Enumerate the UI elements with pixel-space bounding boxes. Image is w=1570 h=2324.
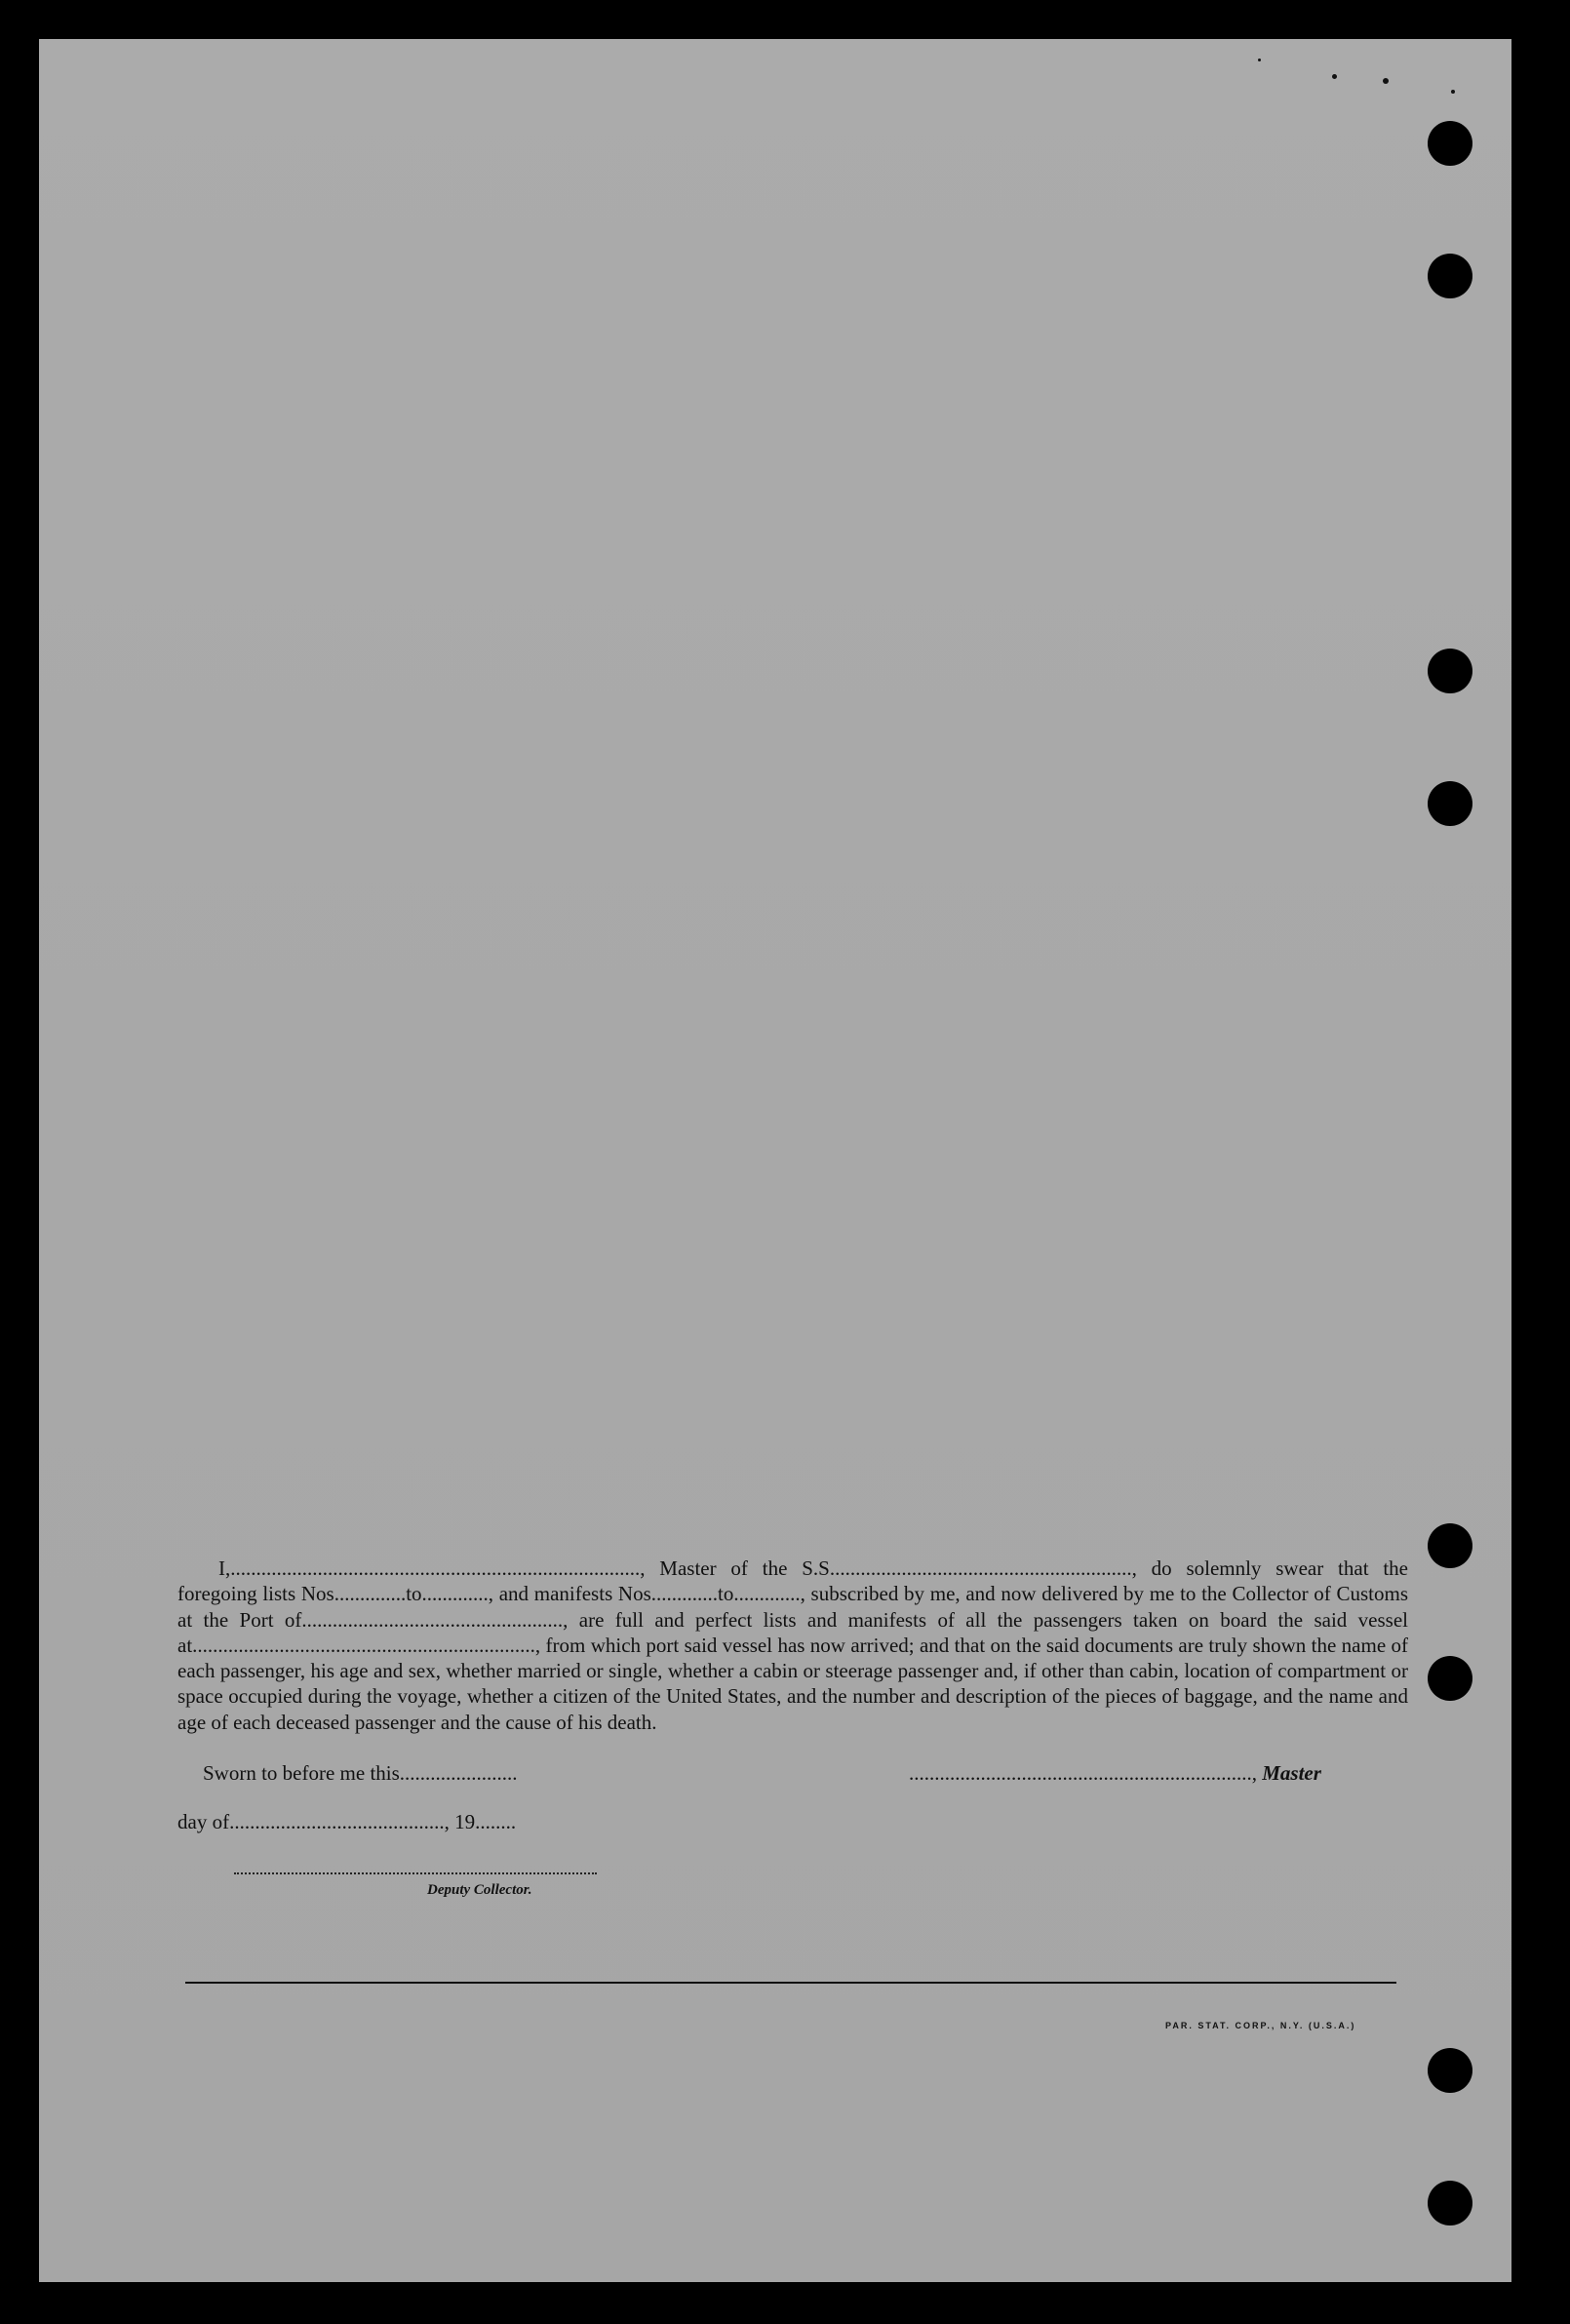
master-label: Master bbox=[1262, 1761, 1321, 1785]
binder-hole bbox=[1428, 781, 1472, 826]
binder-hole bbox=[1428, 1656, 1472, 1701]
sworn-line bbox=[203, 1761, 518, 1786]
master-dots: ..................................................................., bbox=[909, 1761, 1257, 1785]
printer-imprint: PAR. STAT. CORP., N.Y. (U.S.A.) bbox=[1165, 2021, 1356, 2030]
oath-paragraph bbox=[177, 1556, 1408, 1735]
master-signature-line bbox=[909, 1761, 1321, 1786]
deputy-collector-label: Deputy Collector. bbox=[427, 1882, 532, 1898]
bottom-rule bbox=[185, 1982, 1396, 1984]
binder-hole bbox=[1428, 649, 1472, 693]
paper-speck bbox=[1451, 90, 1455, 94]
paper-speck bbox=[1332, 74, 1337, 79]
manifest-page bbox=[39, 39, 1511, 2282]
binder-hole bbox=[1428, 1523, 1472, 1568]
paper-speck bbox=[1258, 59, 1261, 61]
oath-text: I,................................................................................, Master of the S.S..........................................................., do solemnly swear that the foregoing lists Nos..............to............., and manifests Nos.............to............., subscribed by me, and now delivered by me to the Collector of Customs at the Port of..................................................., are full and perfect lists and manifests of all the passengers taken on board the said vessel at..................................................................., from which port said vessel has now arrived; and that on the said documents are truly shown the name of each passenger, his age and sex, whether married or single, whether a cabin or steerage passenger and, if other than cabin, location of compartment or space occupied during the voyage, whether a citizen of the United States, and the number and description of the pieces of baggage, and the name and age of each deceased passenger and the cause of his death. bbox=[177, 1556, 1408, 1734]
sworn-text: Sworn to before me this....................... bbox=[203, 1761, 518, 1785]
binder-hole bbox=[1428, 2181, 1472, 2226]
paper-speck bbox=[1383, 78, 1389, 84]
day-line bbox=[177, 1810, 516, 1834]
binder-hole bbox=[1428, 121, 1472, 166]
deputy-signature-line bbox=[234, 1872, 597, 1874]
binder-hole bbox=[1428, 254, 1472, 298]
binder-hole bbox=[1428, 2048, 1472, 2093]
day-text: day of.........................................., 19........ bbox=[177, 1810, 517, 1833]
